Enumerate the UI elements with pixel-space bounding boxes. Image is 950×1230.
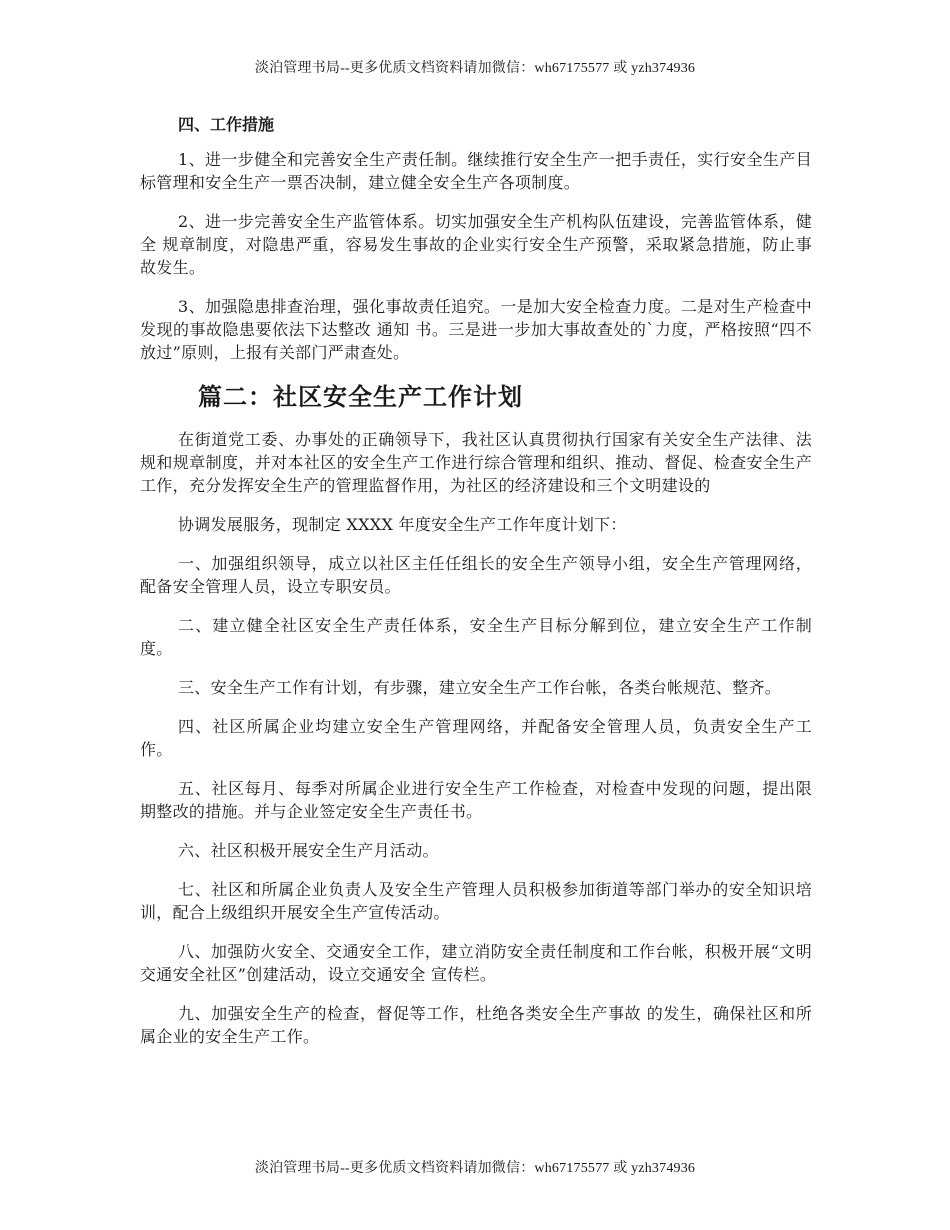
plan-item-6: 六、社区积极开展安全生产月活动。	[178, 841, 439, 860]
measure-item-3: 3、加强隐患排查治理，强化事故责任追究。一是加大安全检查力度。二是对生产检查中发现的事故隐患要依法下达整改 通知 书。三是进一步加大事故查处的`力度，严格按照“四不放过”原则，上报有关部门严肃查处。	[140, 297, 812, 362]
document-body	[140, 113, 812, 1060]
page-header: 淡泊管理书局--更多优质文档资料请加微信：wh67175577 或 yzh374936	[254, 61, 696, 76]
plan-item-5: 五、社区每月、每季对所属企业进行安全生产工作检查，对检查中发现的问题，提出限期整改的措施。并与企业签定安全生产责任书。	[140, 779, 812, 821]
plan-item-2: 二、建立健全社区安全生产责任体系，安全生产目标分解到位，建立安全生产工作制度。	[140, 616, 812, 658]
plan-item-1: 一、加强组织领导，成立以社区主任任组长的安全生产领导小组，安全生产管理网络，配备安全管理人员，设立专职安员。	[140, 554, 812, 596]
plan-item-7: 七、社区和所属企业负责人及安全生产管理人员积极参加街道等部门举办的安全知识培训，配合上级组织开展安全生产宣传活动。	[140, 880, 812, 922]
measure-item-1: 1、进一步健全和完善安全生产责任制。继续推行安全生产一把手责任，实行安全生产目标管理和安全生产一票否决制，建立健全安全生产各项制度。	[140, 150, 812, 192]
plan-item-3: 三、安全生产工作有计划，有步骤，建立安全生产工作台帐，各类台帐规范、整齐。	[178, 678, 782, 697]
section-heading-measures: 四、工作措施	[178, 115, 275, 134]
plan-item-4: 四、社区所属企业均建立安全生产管理网络，并配备安全管理人员，负责安全生产工作。	[140, 717, 812, 759]
part2-title: 篇二：社区安全生产工作计划	[198, 382, 523, 411]
page-footer: 淡泊管理书局--更多优质文档资料请加微信：wh67175577 或 yzh374936	[254, 1161, 696, 1176]
measure-item-2: 2、进一步完善安全生产监管体系。切实加强安全生产机构队伍建设，完善监管体系，健全 规章制度，对隐患严重，容易发生事故的企业实行安全生产预警，采取紧急措施，防止事故发生。	[140, 212, 812, 277]
plan-item-9: 九、加强安全生产的检查，督促等工作，杜绝各类安全生产事故 的发生，确保社区和所属企业的安全生产工作。	[140, 1004, 812, 1046]
part2-intro-continued: 协调发展服务，现制定 XXXX 年度安全生产工作年度计划下：	[178, 515, 627, 534]
part2-intro: 在街道党工委、办事处的正确领导下，我社区认真贯彻执行国家有关安全生产法律、法规和规章制度，并对本社区的安全生产工作进行综合管理和组织、推动、督促、检查安全生产工作，充分发挥安全生产的管理监督作用，为社区的经济建设和三个文明建设的	[140, 430, 812, 495]
plan-item-8: 八、加强防火安全、交通安全工作，建立消防安全责任制度和工作台帐，积极开展“文明交通安全社区”创建活动，设立交通安全 宣传栏。	[140, 942, 812, 984]
